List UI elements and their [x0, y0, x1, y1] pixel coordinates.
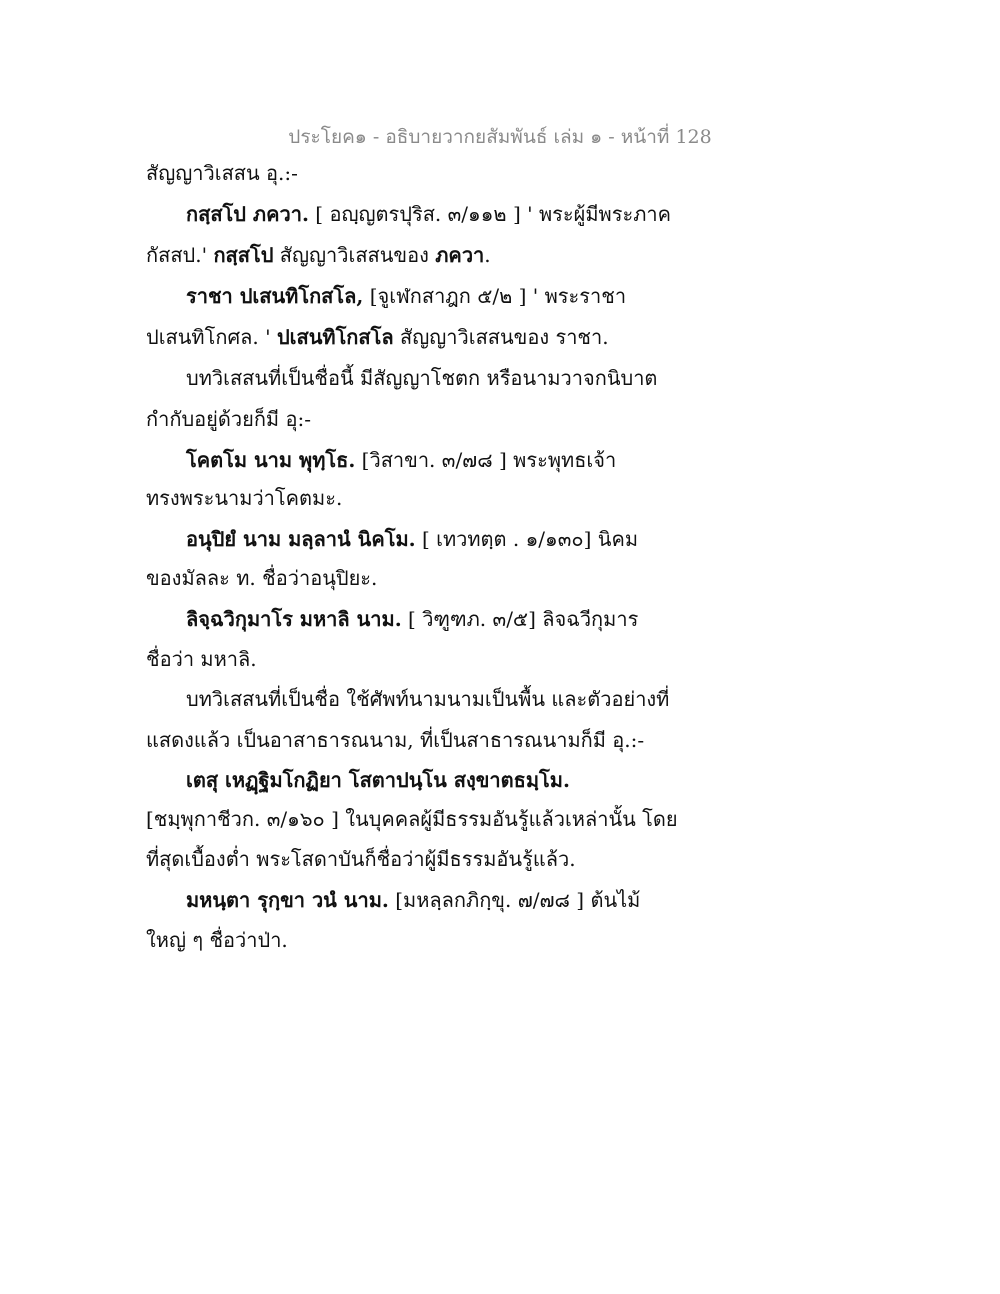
text-run: ที่สุดเบื้องต่ำ พระโสดาบันก็ชื่อว่าผู้มีธรรมอันรู้แล้ว.: [146, 847, 576, 871]
text-line: [186, 283, 626, 309]
text-line: [146, 485, 342, 511]
text-line: [186, 365, 657, 391]
text-run: กัสสป.': [146, 243, 214, 267]
text-run: [ เทวทตฺต . ๑/๑๓๐] นิคม: [415, 527, 639, 551]
page-header: ประโยค๑ - อธิบายวากยสัมพันธ์ เล่ม ๑ - หน้าที่ 128: [288, 126, 712, 148]
text-line: [146, 160, 298, 186]
text-run: [ วิฑูฑภ. ๓/๕] ลิจฉวีกุมาร: [401, 607, 639, 631]
text-run: บทวิเสสนที่เป็นชื่อ ใช้ศัพท์นามนามเป็นพื้น และตัวอย่างที่: [186, 687, 670, 711]
text-run: กำกับอยู่ด้วยก็มี อุ:-: [146, 407, 311, 431]
text-line: [146, 406, 311, 432]
text-line: [146, 242, 491, 268]
text-line: [146, 806, 678, 832]
text-line: [146, 927, 288, 953]
bold-term: อนุปิยํ นาม มลฺลานํ นิคโม.: [186, 527, 416, 551]
bold-term: เตสุ เหฏฺฐิมโกฏิยา โสตาปนฺโน สงฺขาตธมฺโม.: [186, 768, 570, 792]
bold-term: ปเสนทิโกสโล: [276, 325, 394, 349]
bold-term: ราชา ปเสนทิโกสโล,: [186, 284, 364, 308]
text-line: [186, 526, 638, 552]
text-run: บทวิเสสนที่เป็นชื่อนี้ มีสัญญาโชตก หรือนามวาจกนิบาต: [186, 366, 658, 390]
text-line: [186, 606, 638, 632]
text-run: สัญญาวิเสสนของ ราชา.: [393, 325, 609, 349]
text-run: ใหญ่ ๆ ชื่อว่าป่า.: [146, 928, 288, 952]
bold-term: ลิจฺฉวิกุมาโร มหาลิ นาม.: [186, 607, 402, 631]
text-line: [186, 686, 669, 712]
text-run: ของมัลละ ท. ชื่อว่าอนุปิยะ.: [146, 566, 378, 590]
bold-term: ภควา: [435, 243, 485, 267]
text-line: [186, 201, 671, 227]
text-run: [มหลฺลกภิกฺขุ. ๗/๗๘ ] ต้นไม้: [388, 888, 641, 912]
text-run: สัญญาวิเสสน อุ.:-: [146, 161, 298, 185]
text-line: [146, 565, 377, 591]
text-run: .: [484, 243, 491, 267]
bold-term: กสฺสโป ภควา.: [186, 202, 309, 226]
bold-term: โคตโม นาม พุทฺโธ.: [186, 448, 356, 472]
text-line: [186, 447, 616, 473]
text-line: [146, 846, 576, 872]
text-run: ชื่อว่า มหาลิ.: [146, 647, 257, 671]
text-line: [186, 767, 570, 793]
text-run: [จูเฬกสาฎก ๕/๒ ] ' พระราชา: [363, 284, 627, 308]
text-line: [146, 324, 609, 350]
bold-term: มหนฺตา รุกฺขา วนํ นาม.: [186, 888, 389, 912]
text-run: ทรงพระนามว่าโคตมะ.: [146, 486, 343, 510]
text-run: [วิสาขา. ๓/๗๘ ] พระพุทธเจ้า: [355, 448, 617, 472]
text-line: [146, 646, 257, 672]
text-run: สัญญาวิเสสนของ: [273, 243, 436, 267]
text-run: แสดงแล้ว เป็นอาสาธารณนาม, ที่เป็นสาธารณนามก็มี อุ.:-: [146, 728, 645, 752]
text-run: [ชมฺพุกาชีวก. ๓/๑๖๐ ] ในบุคคลผู้มีธรรมอันรู้แล้วเหล่านั้น โดย: [146, 807, 678, 831]
text-run: ปเสนทิโกศล. ': [146, 325, 277, 349]
text-run: [ อญฺญตรปุริส. ๓/๑๑๒ ] ' พระผู้มีพระภาค: [308, 202, 672, 226]
text-line: [146, 727, 644, 753]
text-line: [186, 887, 640, 913]
bold-term: กสฺสโป: [213, 243, 274, 267]
